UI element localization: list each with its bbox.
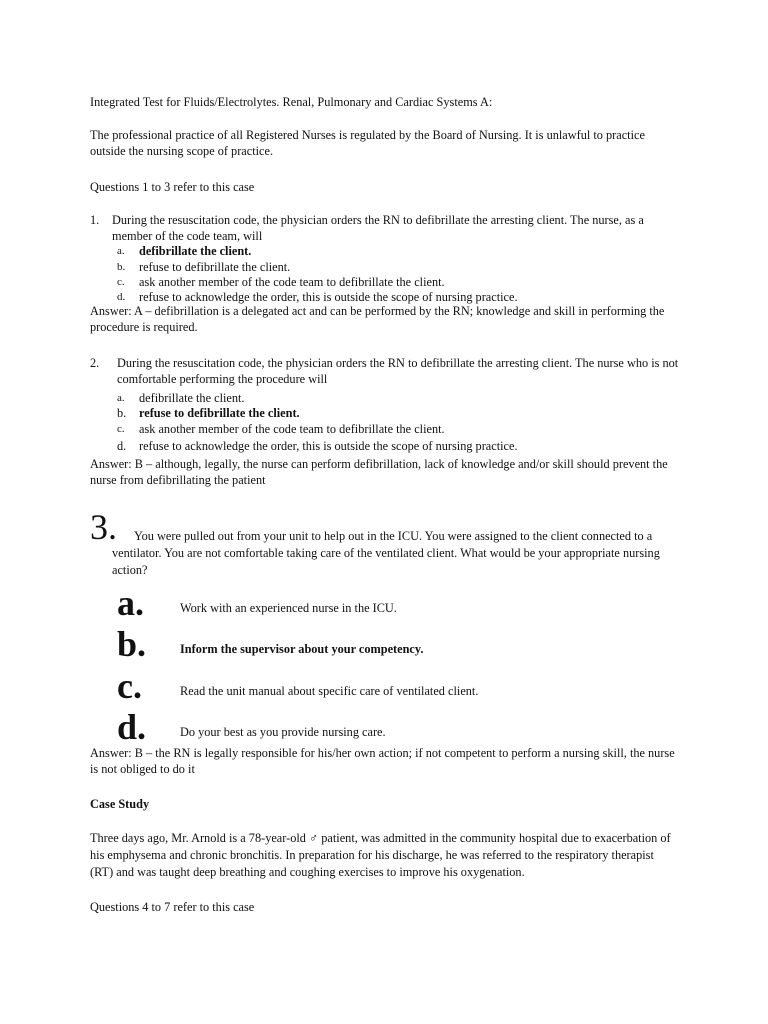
option-letter: c. [117, 276, 125, 288]
option-d: refuse to acknowledge the order, this is outside the scope of nursing practice. [139, 439, 518, 453]
question-text: You were pulled out from your unit to help out in the ICU. You were assigned to the client connected to a ventilator. You are not comfortable taking care of the ventilated client. What would be your appropriate nursing action? [112, 529, 660, 577]
option-letter: b. [117, 261, 126, 273]
question-text: During the resuscitation code, the physician orders the RN to defibrillate the arresting client. The nurse who is not comfortable performing the procedure will [117, 356, 679, 386]
option-c: Read the unit manual about specific care of ventilated client. [180, 684, 479, 698]
case-study-paragraph: Three days ago, Mr. Arnold is a 78-year-old ♂ patient, was admitted in the community hospital due to exacerbation of his emphysema and chronic bronchitis. In preparation for his discharge, he was referred to the respiratory therapist (RT) and was taught deep breathing and coughing exercises to improve his oxygenation. [90, 831, 671, 879]
option-letter: c. [117, 423, 125, 435]
document-title: Integrated Test for Fluids/Electrolytes. Renal, Pulmonary and Cardiac Systems A: [90, 95, 493, 109]
option-letter-large: a. [117, 583, 144, 623]
option-c: ask another member of the code team to defibrillate the client. [139, 275, 445, 289]
option-d: refuse to acknowledge the order, this is outside the scope of nursing practice. [139, 290, 518, 304]
option-letter-large: d. [117, 707, 147, 747]
question-number: 2. [90, 356, 100, 370]
answer-2: Answer: B – although, legally, the nurse can perform defibrillation, lack of knowledge and/or skill should prevent the nurse from defibrillating the patient [90, 457, 668, 487]
answer-1: Answer: A – defibrillation is a delegated act and can be performed by the RN; knowledge and skill in performing the procedure is required. [90, 304, 665, 334]
option-a-correct: defibrillate the client. [139, 244, 252, 258]
case-2-reference: Questions 4 to 7 refer to this case [90, 900, 255, 914]
option-d: Do your best as you provide nursing care. [180, 725, 386, 739]
case-study-heading: Case Study [90, 797, 150, 811]
option-letter: a. [117, 392, 125, 404]
option-letter: b. [117, 406, 127, 420]
option-letter: d. [117, 291, 126, 303]
option-a: Work with an experienced nurse in the ICU. [180, 601, 397, 615]
option-b: refuse to defibrillate the client. [139, 260, 291, 274]
answer-3: Answer: B – the RN is legally responsible for his/her own action; if not competent to perform a nursing skill, the nurse is not obliged to do it [90, 746, 675, 776]
option-b-correct: Inform the supervisor about your competency. [180, 642, 424, 656]
option-letter-large: c. [117, 666, 142, 706]
option-c: ask another member of the code team to defibrillate the client. [139, 422, 445, 436]
option-letter: d. [117, 439, 127, 453]
question-number: 1. [90, 213, 100, 227]
question-text: During the resuscitation code, the physician orders the RN to defibrillate the arresting client. The nurse, as a member of the code team, will [112, 213, 644, 243]
intro-paragraph: The professional practice of all Registered Nurses is regulated by the Board of Nursing. It is unlawful to practice outside the nursing scope of practice. [90, 128, 645, 158]
option-letter-large: b. [117, 624, 147, 664]
question-number-large: 3. [90, 507, 117, 547]
option-a: defibrillate the client. [139, 391, 245, 405]
option-b-correct: refuse to defibrillate the client. [139, 406, 300, 420]
case-1-reference: Questions 1 to 3 refer to this case [90, 180, 255, 194]
option-letter: a. [117, 245, 125, 257]
